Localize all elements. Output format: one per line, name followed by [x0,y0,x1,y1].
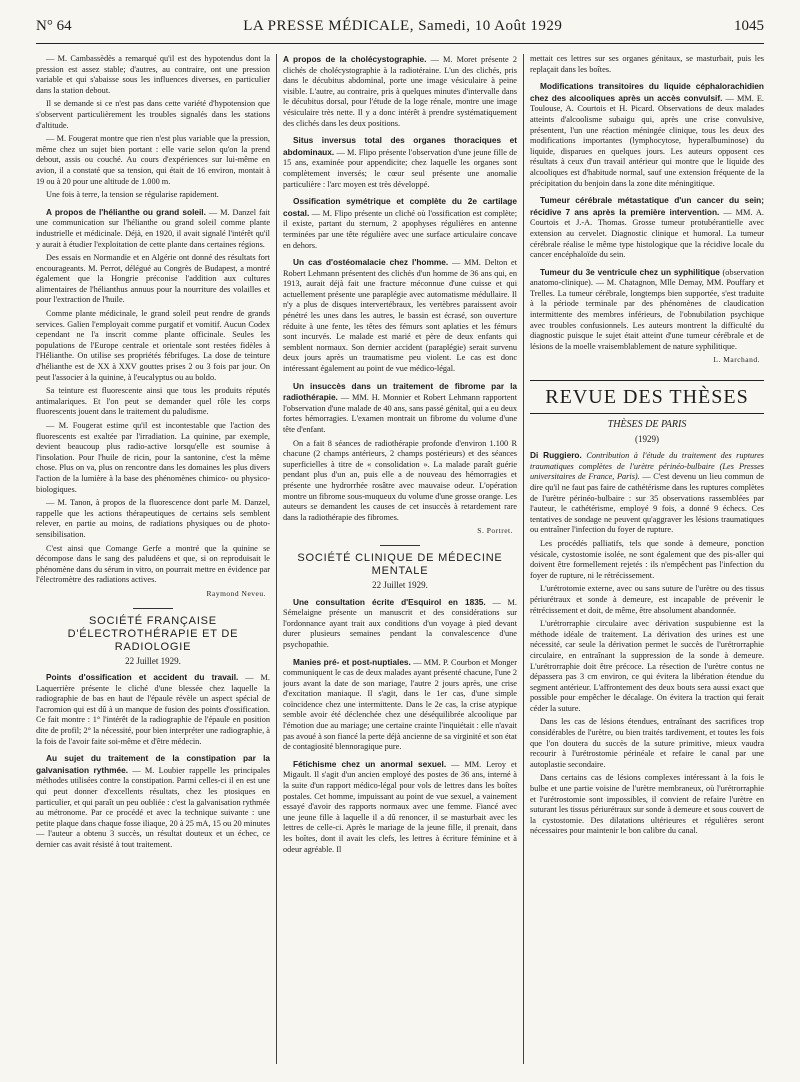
entry-text: — MM. Leroy et Migault. Il s'agit d'un ancien employé des postes de 36 ans, interné à la suite d'un rapport médico-légal pour vols de lettres dans les boîtes postales. Cet homme, impuissant au point de vue sexuel, a vainement essayé d'avoir des rapports normaux avec une femme. Fiancé avec une jeune fille à laquelle il a dû renoncer, il se masturbait avec les lettres de celle-ci. Après le mariage de la jeune fille, il prenait, dans les boîtes, dont il avait les clefs, les lettres à écriture féminine et à odeur agréable. Il [283,759,517,854]
entry-title: Points d'ossification et accident du travail. [46,672,239,683]
entry-text: — MM. Delton et Robert Lehmann présentent des clichés d'un homme de 36 ans qui, en 1913, aurait déjà fait une fracture méconnue d'une cuisse et qui actuellement présente une paraplégie avec automatisme médullaire. Il n'y a plus de disques intervertébraux, les vertèbres paraissent avoir pénétré les unes dans les autres, le bassin est écrasé, son ouverture réduite à une fente, les têtes des fémurs sont aplaties et les fémurs sont incurvés. Le malade est marié et père de deux enfants qui semblent normaux. Son dernier accident (paraplégie) serait survenu deux jours après un traumatisme peu violent. Le cas est donc intéressant également au point de vue médico-légal. [283,258,517,374]
thesis-author: Di Ruggiero. [530,450,582,461]
paragraph: Dans les cas de lésions étendues, entraînant des sacrifices trop considérables de l'urètre, ou bien traités tardivement, et toutes les fois que l'on doutera du succès de la suture primitive, mieux vaudra recourir à l'urétrostomie périnéale et refaire le canal par une autoplastie secondaire. [530,717,764,769]
paragraph: — M. Tanon, à propos de la fluorescence dont parle M. Danzel, rappelle que les actions thérapeutiques de certains sels semblent relever, en partie au moins, de radiations physiques ou de photo-sensibilisation. [36,498,270,539]
entry-text: — M. Sémelaigne présente un manuscrit et des considérations sur l'ordonnance ayant trait aux conditions d'un voyage à pied devant durer plusieurs semaines pendant la convalescence d'une psychopathie. [283,597,517,649]
thesis-text: — C'est devenu un lieu commun de dire qu'il ne faut pas faire de cathétérisme dans les ruptures complètes de l'urètre périnéo-bulbaire : sur 35 observations rassemblées par l'auteur, le cathétérisme, employé 9 fois, a donné 9 échecs. Ces tentatives de sondage ne peuvent qu'aggraver les lésions traumatiques ou entraîner l'infection du foyer de rupture. [530,472,764,535]
communication-entry [530,81,764,189]
paragraph: — M. Fougerat estime qu'il est incontestable que l'action des fluorescents est exaltée par l'irradiation. La quinine, par exemple, devient beaucoup plus radio-active lorsqu'elle est soumise à l'insolation. Pour l'huile de ricin, pour la santonine, c'est la même chose. Plus on va, plus on rencontre dans les domaines les plus divers l'action de la lumière à la base des phénomènes chimico- ou physico-biologiques. [36,421,270,494]
paragraph: Sa teinture est fluorescente ainsi que tous les produits réputés antimalariques. Et l'on peut se demander quel rôle les corps fluorescents jouent dans le traitement du paludisme. [36,386,270,417]
communication-entry [283,135,517,190]
communication-entry [36,672,270,747]
entry-text: — M. Flipo présente l'observation d'une jeune fille de 15 ans, examinée pour appendicite; chez laquelle les organes sont complètement inversés; le cœur seul présente une anomalie particulière : l'arc moyen est très développé. [283,147,517,189]
review-year: (1929) [635,433,659,444]
paragraph: mettait ces lettres sur ses organes génitaux, se masturbait, puis les replaçait dans les boîtes. [530,54,764,74]
communication-entry [283,597,517,651]
society-title: SOCIÉTÉ FRANÇAISE D'ÉLECTROTHÉRAPIE ET DE RADIOLOGIE [67,614,239,653]
entry-text: — MM. A. Courtois et J.-A. Thomas. Grosse tumeur protubérantielle avec extension au cervelet. Diagnostic clinique et humoral. La tumeur cérébrale réalise le même type histologique que la récidive locale du cancer encéphaloïde du sein. [530,207,764,260]
entry-title: Un cas d'ostéomalacie chez l'homme. [293,257,449,268]
communication-entry [283,381,517,436]
communication-entry [283,657,517,753]
paragraph: L'urétrotomie externe, avec ou sans suture de l'urètre ou des tissus périurétraux et sonde à demeure, est incapable de prévenir le rétrécissement et doit, de même, être absolument abandonnée. [530,584,764,615]
paragraph: — M. Fougerat montre que rien n'est plus variable que la pression, même chez un sujet bien portant : elle varie selon qu'on la prend debout, assis ou couché. Au cours d'expériences sur lui-même en avion, il a constaté que sa tension, qui était de 16 environ, montait à 19 ou à 20 pour une altitude de 1.000 m. [36,134,270,186]
review-banner [530,380,764,414]
section-divider [380,545,420,546]
entry-title: Fétichisme chez un anormal sexuel. [293,758,447,769]
communication-entry [283,759,517,855]
communication-entry [283,257,517,375]
paragraph: Comme plante médicinale, le grand soleil peut rendre de grands services. Galien l'employait comme purgatif et vomitif. Aucun Codex cependant ne l'a inscrit comme plante officinale. Seules les populations de l'Europe centrale et orientale sont restées fidèles à l'Hélianthe. On utilise ses propriétés fébrifuges. La dose de teinture d'hélianthe est de XX à XXV gouttes prises 2 ou 3 fois par jour. On peut l'associer à la quinine, à l'eucalyptus ou au boldo. [36,309,270,382]
paragraph: Les procédés palliatifs, tels que sonde à demeure, ponction vésicale, cystostomie isolée, ne sont également que des pis-aller qui doivent être formellement rejetés : ils n'empêchent pas l'infection du foyer de rupture, ni le rétrécissement. [530,538,764,580]
entry-title: A propos de la cholécystographie. [283,54,427,64]
paragraph: — M. Cambassèdès a remarqué qu'il est des hypotendus dont la pression est assez stable; d'autres, au contraire, ont une pression variable et qui s'abaisse sous les influences diverses, en particulier dans la station debout. [36,54,270,95]
column-1 [36,54,270,1064]
entry-text: — M. Loubier rappelle les principales méthodes utilisées contre la constipation. Parmi celles-ci il en est une qui peut donner d'excellents résultats, chez les ptosiques en particulier, et qui paraît un peu oubliée : c'est la galvanisation rythmée au métronome. Par ce procédé et avec la technique suivante : une petite plaque dans chaque fosse iliaque, 20 à 25 mA, 15 ou 20 minutes — l'auteur a obtenu 3 succès, un résultat douteux et un échec, ce dernier cas avait résisté à tout traitement. [36,765,270,849]
entry-text: — M. Flipo présente un cliché où l'ossification est complète; il existe, partant du sternum, 2 apophyses régulières en antenne terminées par une tête régulière avec une surface articulaire concave en dehors. [283,208,517,250]
paragraph: Il se demande si ce n'est pas dans cette variété d'hypotension que s'observent particulièrement les troubles signalés dans les stations d'altitude. [36,99,270,130]
column-rule [276,54,277,1064]
society-date: 22 Juillet 1929. [372,579,428,590]
entry-text: — M. Laquerrière présente le cliché d'une blessée chez laquelle la radiographie de bas en haut de l'épaule révèle un aspect spécial de l'acromion qui est dû à un manque de fusion des points d'ossification. Ce fait montre : 1° l'intérêt de la radiographie de l'épaule en position dite de profil; 2° la nécessité, pour bien interpréter une radiographie, à la fois de l'avoir faite soi-même et d'être médecin. [36,673,270,746]
paragraph: On a fait 8 séances de radiothérapie profonde d'environ 1.100 R chacune (2 champs antérieurs, 2 champs postérieurs) et des séances superficielles à titre de « consolidation ». La malade paraît guérie pendant plus d'un an, puis elle a de nouveau des hémorragies et présente une hydrorrhée rosâtre avec mauvaise odeur. L'opération montre un fibrome sous-muqueux du volume d'une grosse orange. Les auteurs se demandent les causes de cet insuccès à retardement rare dans la radiothérapie des fibromes. [283,438,517,522]
entry-title: A propos de l'hélianthe ou grand soleil. [46,206,206,217]
column-rule [523,54,524,1064]
paragraph: Une fois à terre, la tension se régularise rapidement. [46,190,219,200]
communication-entry [530,195,764,261]
communication-entry [36,753,270,850]
review-subtitle: THÈSES DE PARIS [607,419,687,431]
communication-entry [530,267,764,353]
review-title: REVUE DES THÈSES [545,386,749,409]
paragraph: Dans certains cas de lésions complexes intéressant à la fois le bulbe et une partie voisine de l'urètre membraneux, où l'urétrorraphie et l'urétrostomie sont impossibles, il convient de refaire l'urètre en suturant les tissus périurétraux sur sonde à demeure et sous couvert de la cystostomie. Des dilatations ultérieures et régulières seront nécessaires pour maintenir le bon calibre du canal. [530,773,764,836]
entry-title: Un insuccès dans un traitement de fibrome par la radiothérapie. [283,380,517,403]
entry-text: (observation anatomo-clinique). — M. Chatagnon, Mlle Demay, MM. Pouffary et Trelles. La tumeur cérébrale, longtemps bien supportée, s'est traduite à la période terminale par des phénomènes de claudication intermittente des membres inférieurs, de l'obnubilation psychique avec troubles confusionnels. Les auteurs montrent la difficulté du diagnostic puisque le sujet était atteint d'une tumeur cérébrale et de lésions de la moelle vraisemblablement de nature syphilitique. [530,267,764,351]
entry-title: Une consultation écrite d'Esquirol en 1835. [293,596,486,607]
issue-number: N° 64 [36,18,72,34]
page-header [36,18,764,44]
communication-entry [36,207,270,250]
entry-title: Situs inversus total des organes thoraciques et abdominaux. [283,135,517,157]
entry-title: Tumeur du 3e ventricule chez un syphilitique [540,266,720,277]
society-date: 22 Juillet 1929. [125,655,181,666]
entry-text: — MM. H. Monnier et Robert Lehmann rapportent l'observation d'une malade de 40 ans, sans passé génital, qui a eu deux fortes hémorragies. L'examen montrait un fibrome du volume d'une tête d'enfant. [283,393,517,434]
communication-entry [283,54,517,129]
entry-text: — MM. E. Toulouse, A. Courtois et H. Picard. Observations de deux malades atteints d'alcoolisme subaigu qui, après une crise convulsive, présentent, l'un une réaction méningée clinique, tous les deux des modifications importantes (lymphocytose, hyperalbuminose) du liquide, disparues en quelques jours. Les auteurs opposent ces résultats à ceux d'un travail antérieur qui montre que le liquide des alcooliques est d'habitude normal, sauf une extension fréquente de la précipitation du benjoin dans la zone dite méningitique. [530,93,764,188]
entry-text: — M. Moret présente 2 clichés de cholécystographie à la radiotéraine. L'un des clichés, pris dans le décubitus abdominal, porte une image vésiculaire à peine visible. L'autre, au contraire, pris à quelques minutes d'intervalle dans le décubitus dorsal, pour l'étude de la loge rénale, montre une image vésiculaire très nette. Il y a donc intérêt à prendre systématiquement des clichés dans les deux positions. [283,55,517,128]
entry-title: Manies pré- et post-nuptiales. [293,656,411,667]
entry-text: — MM. P. Courbon et Monger communiquent le cas de deux malades ayant présenté chacune, l'une 2 jours avant la date de son mariage, l'autre 2 jours après, une crise d'excitation maniaque. Il s'agit, dans le 1er cas, d'une simple coïncidence chez une intermittente. Dans le 2e cas, la crise atypique semble avoir été déclenchée chez une déséquilibrée alcoolique par l'émotion due au mariage; une certaine crainte l'inquiétait : elle n'avait pas avoué à son fiancé la perte déjà ancienne de sa virginité et son état de contagiosité blennoragique pure. [283,657,517,752]
section-divider [133,608,173,609]
author-signature: S. Portret. [477,526,513,536]
author-signature: L. Marchand. [713,355,760,365]
paragraph: L'urétrorraphie circulaire avec dérivation suspubienne est la méthode idéale de traitement. La dérivation des urines est une nécessité, car seule la dérivation permet le succès de l'urétrorraphie circulaire, en entraînant la suppression de la sonde à demeure. L'urétrorraphie doit être précoce. La résection de l'urètre contus ne dépassera pas 3 cm environ, ce qui évitera la libération étendue du segment antérieur. L'affrontement des deux bouts sera aussi exact que possible pour empêcher le décalage. On évitera la traction qui ferait céder la suture. [530,619,764,713]
journal-title: LA PRESSE MÉDICALE, Samedi, 10 Août 1929 [243,18,563,34]
author-signature: Raymond Neveu. [206,588,266,598]
communication-entry [283,196,517,251]
thesis-entry [530,450,764,536]
paragraph: C'est ainsi que Comange Gerfe a montré que la quinine se décompose dans le sang des paludéens et que, si on reproduisait le phénomène dans du sérum in vitro, on pourrait mettre en évidence par l'électromètre des radiations actives. [36,543,270,585]
column-3 [530,54,764,1064]
column-2 [283,54,517,1064]
entry-title: Modifications transitoires du liquide céphalorachidien chez des alcooliques après un accès convulsif. [530,81,764,103]
entry-title: Ossification symétrique et complète du 2e cartilage costal. [283,196,517,218]
page-number: 1045 [734,18,764,34]
society-title: SOCIÉTÉ CLINIQUE DE MÉDECINE MENTALE [297,551,503,577]
entry-text: — M. Danzel fait une communication sur l'hélianthe ou grand soleil comme plante industrielle et médicinale. Déjà, en 1920, il avait signalé l'intérêt qu'il y aurait à étudier l'exploitation de cette plante dans certaines régions. [36,207,270,249]
thesis-title: Contribution à l'étude du traitement des ruptures traumatiques complètes de l'urètre périnéo-bulbaire (Les Presses universitaires de France, Paris). [530,451,764,482]
entry-title: Tumeur cérébrale métastatique d'un cancer du sein; récidive 7 ans après la première intervention. [530,195,764,217]
entry-title: Au sujet du traitement de la constipation par la galvanisation rythmée. [36,753,270,775]
paragraph: Des essais en Normandie et en Algérie ont donné des résultats fort encourageants. M. Perrot, délégué au Congrès de Budapest, a montré également que la Hongrie préconise l'addition aux cultures alimentaires de l'hélianthus annuus pour la nourriture des volailles et pour l'extraction de l'huile. [36,253,270,305]
